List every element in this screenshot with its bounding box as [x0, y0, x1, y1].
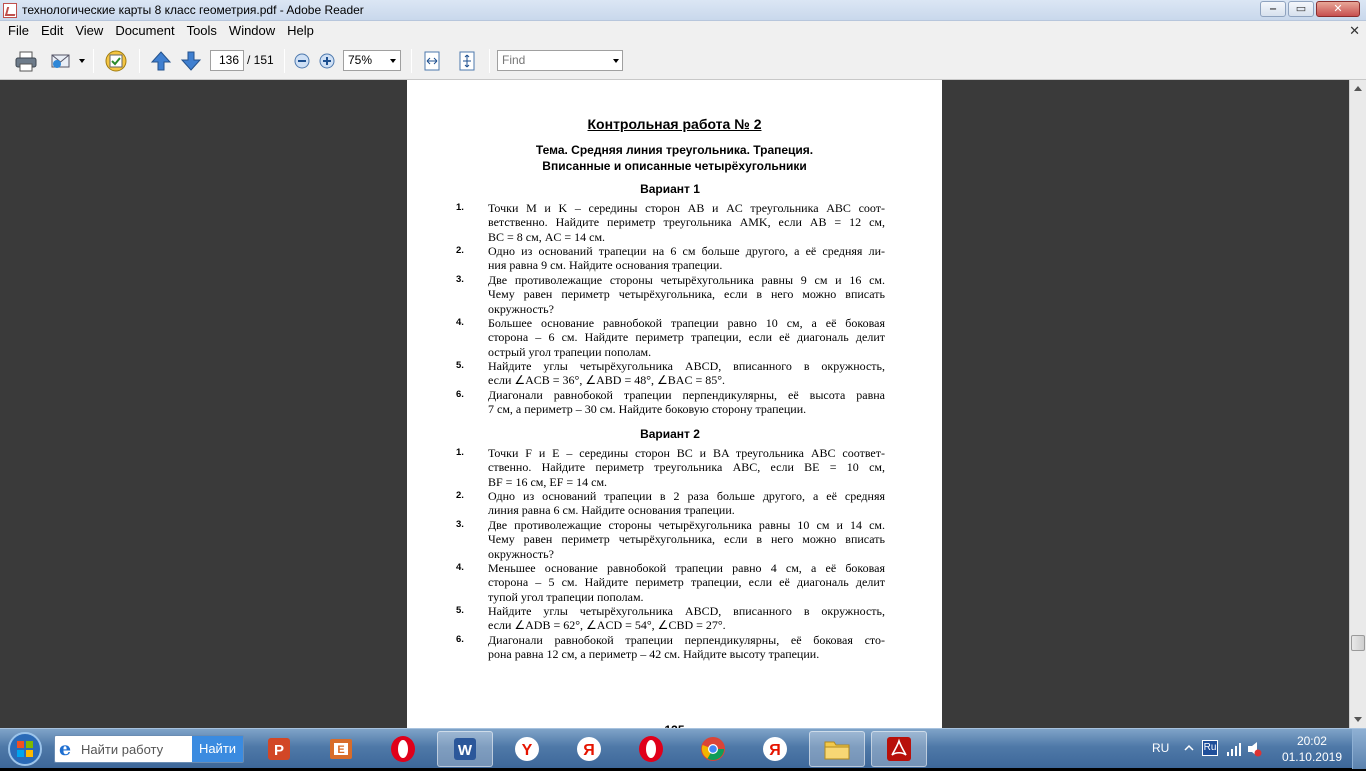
- maximize-button[interactable]: [1288, 1, 1314, 17]
- network-icon[interactable]: [1226, 741, 1242, 757]
- taskbar-access[interactable]: [313, 731, 369, 767]
- variant-heading: Вариант 2: [640, 427, 700, 441]
- minimize-icon: ‒: [1269, 3, 1277, 15]
- problem-number: 6.: [456, 634, 464, 645]
- page-total: / 151: [247, 53, 274, 67]
- folder-icon: [822, 734, 852, 764]
- taskbar-yandex-browser[interactable]: [561, 731, 617, 767]
- tray-chevron-icon[interactable]: [1184, 743, 1194, 753]
- previous-page-button[interactable]: [148, 49, 174, 73]
- envelope-icon: [49, 50, 75, 72]
- fit-page-icon: [457, 50, 477, 72]
- problem-text-line: Большее основание равнобокой трапеции равно 10 см, а её боковая: [488, 316, 885, 330]
- close-button[interactable]: [1316, 1, 1360, 17]
- problem-text-line: если ∠ADB = 62°, ∠ACD = 54°, ∠CBD = 27°.: [488, 618, 726, 633]
- app-icon: [326, 734, 356, 764]
- taskbar: [0, 728, 1366, 768]
- taskbar-adobe-reader[interactable]: [871, 731, 927, 767]
- menu-help[interactable]: Help: [287, 23, 314, 38]
- menu-tools[interactable]: Tools: [186, 23, 217, 38]
- app-label: E: [337, 744, 345, 756]
- variant-heading: Вариант 1: [640, 182, 700, 196]
- taskbar-file-explorer[interactable]: [809, 731, 865, 767]
- minimize-button[interactable]: [1260, 1, 1286, 17]
- close-icon: ✕: [1333, 3, 1343, 15]
- problem-text-line: Точки F и E – середины сторон BC и BA треугольника ABC соответ-: [488, 446, 885, 460]
- pdf-page: [407, 80, 942, 728]
- problem-text-line: BF = 16 см, EF = 14 см.: [488, 474, 608, 489]
- taskbar-powerpoint[interactable]: [251, 731, 307, 767]
- problem-text-line: острый угол трапеции пополам.: [488, 344, 652, 359]
- scroll-thumb[interactable]: [1351, 635, 1365, 651]
- page-subtitle: Тема. Средняя линия треугольника. Трапеция.: [535, 143, 814, 157]
- search-button[interactable]: Найти: [192, 736, 243, 762]
- internet-explorer-icon: e: [59, 738, 72, 760]
- taskbar-chrome[interactable]: [685, 731, 741, 767]
- clock-date: 01.10.2019: [1281, 750, 1342, 764]
- problem-text-line: линия равна 6 см. Найдите основания трапеции.: [488, 503, 735, 518]
- taskbar-opera-2[interactable]: [623, 731, 679, 767]
- word-icon: [450, 734, 480, 764]
- toolbar: [0, 41, 1366, 80]
- adobe-reader-icon: [3, 3, 17, 18]
- problem-text-line: Одно из оснований трапеции на 6 см больше другого, а её средняя ли-: [488, 244, 885, 258]
- email-button[interactable]: [48, 49, 76, 73]
- review-icon: [103, 49, 129, 73]
- problem-text-line: если ∠ACB = 36°, ∠ABD = 48°, ∠BAC = 85°.: [488, 373, 726, 388]
- arrow-up-icon: [150, 50, 172, 72]
- problem-text-line: сторона – 6 см. Найдите периметр трапеции, если её диагональ делит: [488, 330, 885, 345]
- zoom-out-button[interactable]: [292, 49, 312, 73]
- problem-text-line: ственно. Найдите периметр треугольника ABC, если BE = 10 см,: [488, 460, 886, 475]
- problem-text-line: Диагонали равнобокой трапеции перпендикулярны, её высота равна: [488, 388, 885, 402]
- problem-number: 2.: [456, 245, 464, 256]
- powerpoint-label: P: [273, 742, 285, 759]
- menu-bar: [0, 21, 1366, 41]
- zoom-in-button[interactable]: [317, 49, 337, 73]
- page-number-input[interactable]: 136: [210, 50, 244, 71]
- problem-number: 5.: [456, 605, 464, 616]
- opera-icon: [388, 734, 418, 764]
- problem-number: 4.: [456, 562, 464, 573]
- next-page-button[interactable]: [178, 49, 204, 73]
- ime-indicator[interactable]: Ru: [1202, 740, 1218, 756]
- print-button[interactable]: [12, 49, 40, 73]
- taskbar-yandex[interactable]: [499, 731, 555, 767]
- taskbar-search: [54, 735, 244, 763]
- find-input[interactable]: [497, 50, 623, 71]
- page-subtitle: Вписанные и описанные четырёхугольники: [542, 159, 807, 173]
- problem-text-line: Точки M и K – середины сторон AB и AC треугольника ABC соот-: [488, 201, 885, 215]
- close-document-icon[interactable]: ✕: [1349, 23, 1360, 38]
- problem-text-line: тупой угол трапеции пополам.: [488, 589, 644, 604]
- clock[interactable]: [1282, 733, 1342, 765]
- volume-icon[interactable]: [1246, 740, 1262, 758]
- problem-text-line: окружность?: [488, 546, 554, 561]
- yandex-browser-icon: [574, 734, 604, 764]
- menu-file[interactable]: File: [8, 23, 29, 38]
- zoom-select[interactable]: [343, 50, 401, 71]
- adobe-reader-icon: [884, 734, 914, 764]
- page-title: Контрольная работа № 2: [587, 116, 762, 132]
- problem-text-line: Чему равен периметр четырёхугольника, если в него можно вписать: [488, 287, 885, 302]
- arrow-down-icon: [180, 50, 202, 72]
- vertical-scrollbar[interactable]: [1349, 80, 1366, 728]
- yandex-browser-icon: [760, 734, 790, 764]
- yandex-browser-label: Я: [583, 742, 595, 759]
- collaborate-button[interactable]: [102, 49, 130, 73]
- problem-number: 5.: [456, 360, 464, 371]
- yandex-browser-2-label: Я: [769, 742, 781, 759]
- problem-text-line: Чему равен периметр четырёхугольника, если в него можно вписать: [488, 532, 885, 547]
- window-title: технологические карты 8 класс геометрия.pdf - Adobe Reader: [22, 3, 364, 17]
- problem-text-line: Две противолежащие стороны четырёхугольника равны 10 см и 14 см.: [488, 518, 885, 532]
- problem-text-line: Найдите углы четырёхугольника ABCD, вписанного в окружность,: [488, 359, 885, 373]
- chevron-down-icon: [390, 59, 396, 63]
- problem-text-line: ния равна 9 см. Найдите основания трапеции.: [488, 258, 723, 273]
- start-button[interactable]: [3, 730, 47, 768]
- maximize-icon: ▭: [1295, 3, 1307, 15]
- taskbar-word[interactable]: [437, 731, 493, 767]
- problem-text-line: 7 см, а периметр – 30 см. Найдите боковую сторону трапеции.: [488, 402, 807, 417]
- windows-logo-icon: [3, 730, 47, 768]
- yandex-label: Y: [521, 742, 533, 759]
- problem-text-line: BC = 8 см, AC = 14 см.: [488, 229, 606, 244]
- taskbar-yandex-browser-2[interactable]: [747, 731, 803, 767]
- problem-number: 3.: [456, 274, 464, 285]
- show-desktop-button[interactable]: [1352, 729, 1366, 769]
- scroll-up-icon[interactable]: [1354, 86, 1362, 91]
- fit-page-button[interactable]: [455, 49, 479, 73]
- menu-edit[interactable]: Edit: [40, 23, 64, 38]
- chrome-icon: [698, 734, 728, 764]
- menu-window[interactable]: Window: [228, 23, 276, 38]
- system-tray: [1136, 729, 1366, 769]
- problem-text-line: ветственно. Найдите периметр треугольника AMK, если AB = 12 см,: [488, 215, 885, 230]
- opera-icon: [636, 734, 666, 764]
- problem-text-line: Две противолежащие стороны четырёхугольника равны 9 см и 16 см.: [488, 273, 885, 287]
- printer-icon: [14, 50, 38, 72]
- problem-number: 1.: [456, 202, 464, 213]
- problem-number: 6.: [456, 389, 464, 400]
- problem-text-line: окружность?: [488, 301, 554, 316]
- problem-number: 1.: [456, 447, 464, 458]
- minus-icon: [293, 52, 311, 70]
- powerpoint-icon: [264, 734, 294, 764]
- find-placeholder: Find: [502, 53, 526, 67]
- problem-number: 4.: [456, 317, 464, 328]
- plus-icon: [318, 52, 336, 70]
- chevron-down-icon[interactable]: [79, 59, 85, 63]
- problem-number: 3.: [456, 519, 464, 530]
- menu-document[interactable]: Document: [115, 23, 175, 38]
- document-viewer[interactable]: [0, 80, 1366, 728]
- language-indicator[interactable]: RU: [1152, 741, 1170, 755]
- problem-text-line: сторона – 5 см. Найдите периметр трапеции, если её диагональ делит: [488, 575, 885, 590]
- problem-text-line: Диагонали равнобокой трапеции перпендикулярны, её боковая сто-: [488, 633, 885, 647]
- zoom-value: 75%: [348, 53, 373, 67]
- problem-text-line: Найдите углы четырёхугольника ABCD, вписанного в окружность,: [488, 604, 885, 618]
- menu-view[interactable]: View: [75, 23, 104, 38]
- scroll-down-icon[interactable]: [1354, 717, 1362, 722]
- problem-text-line: Меньшее основание равнобокой трапеции равно 4 см, а её боковая: [488, 561, 885, 575]
- yandex-icon: [512, 734, 542, 764]
- taskbar-opera[interactable]: [375, 731, 431, 767]
- fit-width-icon: [422, 50, 442, 72]
- chevron-down-icon: [613, 59, 619, 63]
- problem-text-line: рона равна 12 см, а периметр – 42 см. Найдите высоту трапеции.: [488, 647, 820, 662]
- clock-time: 20:02: [1296, 734, 1327, 748]
- problem-text-line: Одно из оснований трапеции в 2 раза больше другого, а её средняя: [488, 489, 885, 503]
- search-input[interactable]: Найти работу: [81, 742, 164, 757]
- fit-width-button[interactable]: [420, 49, 444, 73]
- problem-number: 2.: [456, 490, 464, 501]
- title-bar: [0, 0, 1366, 21]
- word-label: W: [457, 742, 473, 759]
